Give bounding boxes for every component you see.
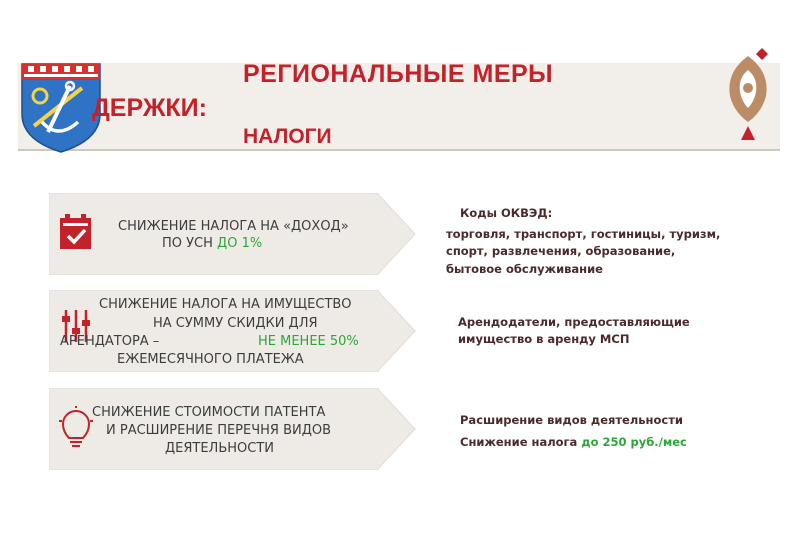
patent-reduction-amount: до 250 руб./мес <box>581 435 687 449</box>
patent-expansion-note: Расширение видов деятельности <box>460 413 683 427</box>
region-logo-icon <box>724 46 784 146</box>
patent-reduction-note <box>460 433 687 452</box>
okved-line2: спорт, развлечения, образование, <box>446 244 676 258</box>
page-title-line2: ДЕРЖКИ: <box>92 94 207 122</box>
card-patent-line1: СНИЖЕНИЕ СТОИМОСТИ ПАТЕНТА <box>92 405 326 420</box>
card-patent-line2: И РАСШИРЕНИЕ ПЕРЕЧНЯ ВИДОВ <box>106 423 332 438</box>
card-property-discount: НЕ МЕНЕЕ 50% <box>258 334 359 349</box>
page-title: РЕГИОНАЛЬНЫЕ МЕРЫ <box>243 60 554 88</box>
coat-of-arms-icon <box>20 62 102 154</box>
page-subtitle: НАЛОГИ <box>243 125 332 148</box>
card-usn-line2-text: ПО УСН <box>162 236 218 251</box>
card-usn-rate: ДО 1% <box>217 236 263 251</box>
patent-reduction-text: Снижение налога <box>460 435 582 449</box>
landlords-line2: имущество в аренду МСП <box>458 332 630 346</box>
card-property-line3: АРЕНДАТОРА – <box>60 334 160 349</box>
tax-measure-card-usn <box>49 193 417 275</box>
card-patent-line3: ДЕЯТЕЛЬНОСТИ <box>165 441 275 456</box>
okved-line1: торговля, транспорт, гостиницы, туризм, <box>446 227 721 241</box>
okved-title: Коды ОКВЭД: <box>460 206 553 220</box>
lightbulb-icon <box>59 406 93 448</box>
okved-line3: бытовое обслуживание <box>446 262 603 276</box>
card-property-line4: ЕЖЕМЕСЯЧНОГО ПЛАТЕЖА <box>117 352 304 367</box>
landlords-line1: Арендодатели, предоставляющие <box>458 315 690 329</box>
tax-measure-card-patent <box>49 388 417 470</box>
card-usn-line1: СНИЖЕНИЕ НАЛОГА НА «ДОХОД» <box>118 219 349 234</box>
card-property-line2: НА СУММУ СКИДКИ ДЛЯ <box>153 316 318 331</box>
card-usn-line2 <box>162 235 262 252</box>
tax-measure-card-property <box>49 290 417 372</box>
card-property-line1: СНИЖЕНИЕ НАЛОГА НА ИМУЩЕСТВО <box>99 297 352 312</box>
checklist-icon <box>59 213 93 251</box>
